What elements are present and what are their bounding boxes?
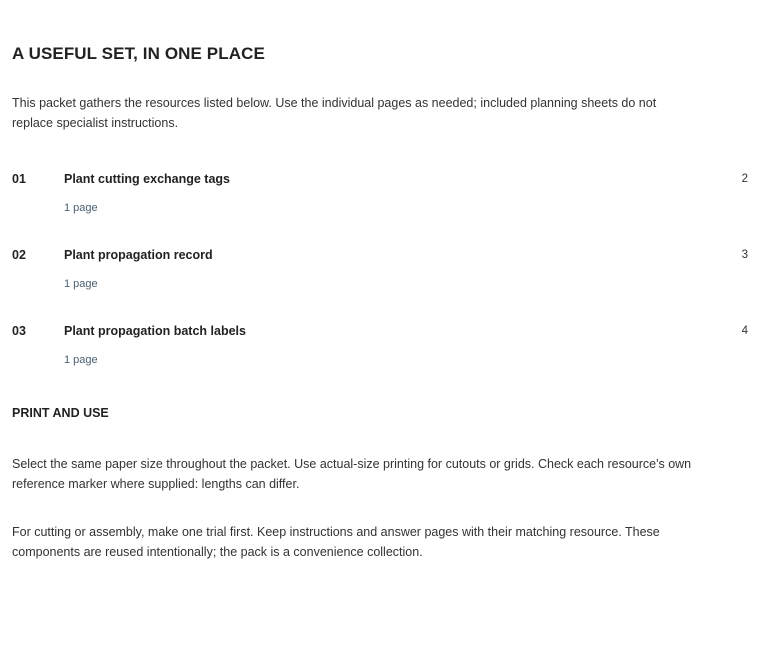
table-of-contents xyxy=(12,170,748,398)
print-section-heading: PRINT AND USE xyxy=(12,406,109,420)
intro-paragraph: This packet gathers the resources listed below. Use the individual pages as needed; included planning sheets do not replace specialist instructions. xyxy=(12,96,657,130)
page-title: A USEFUL SET, IN ONE PLACE xyxy=(12,44,265,63)
assembly-instructions-paragraph: For cutting or assembly, make one trial first. Keep instructions and answer pages with their matching resource. These components are reused intentionally; the pack is a convenience collection. xyxy=(12,525,660,559)
toc-item-number: 03 xyxy=(12,324,26,338)
toc-item[interactable] xyxy=(12,246,748,322)
toc-item-page-number: 4 xyxy=(741,325,748,337)
toc-item-title: Plant propagation batch labels xyxy=(64,324,246,338)
toc-item-page-number: 3 xyxy=(741,249,748,261)
toc-item-number: 02 xyxy=(12,248,26,262)
toc-item-title: Plant cutting exchange tags xyxy=(64,172,231,186)
toc-item-page-count: 1 page xyxy=(64,278,98,290)
toc-item-page-count: 1 page xyxy=(64,202,98,214)
toc-item-number: 01 xyxy=(12,172,26,186)
toc-item-page-count: 1 page xyxy=(64,354,98,366)
print-instructions-paragraph: Select the same paper size throughout the packet. Use actual-size printing for cutouts or grids. Check each resource's own reference marker where supplied: lengths can differ. xyxy=(12,457,692,491)
toc-item[interactable] xyxy=(12,322,748,398)
toc-item-page-number: 2 xyxy=(741,173,748,185)
toc-item[interactable] xyxy=(12,170,748,246)
toc-item-title: Plant propagation record xyxy=(64,248,213,262)
